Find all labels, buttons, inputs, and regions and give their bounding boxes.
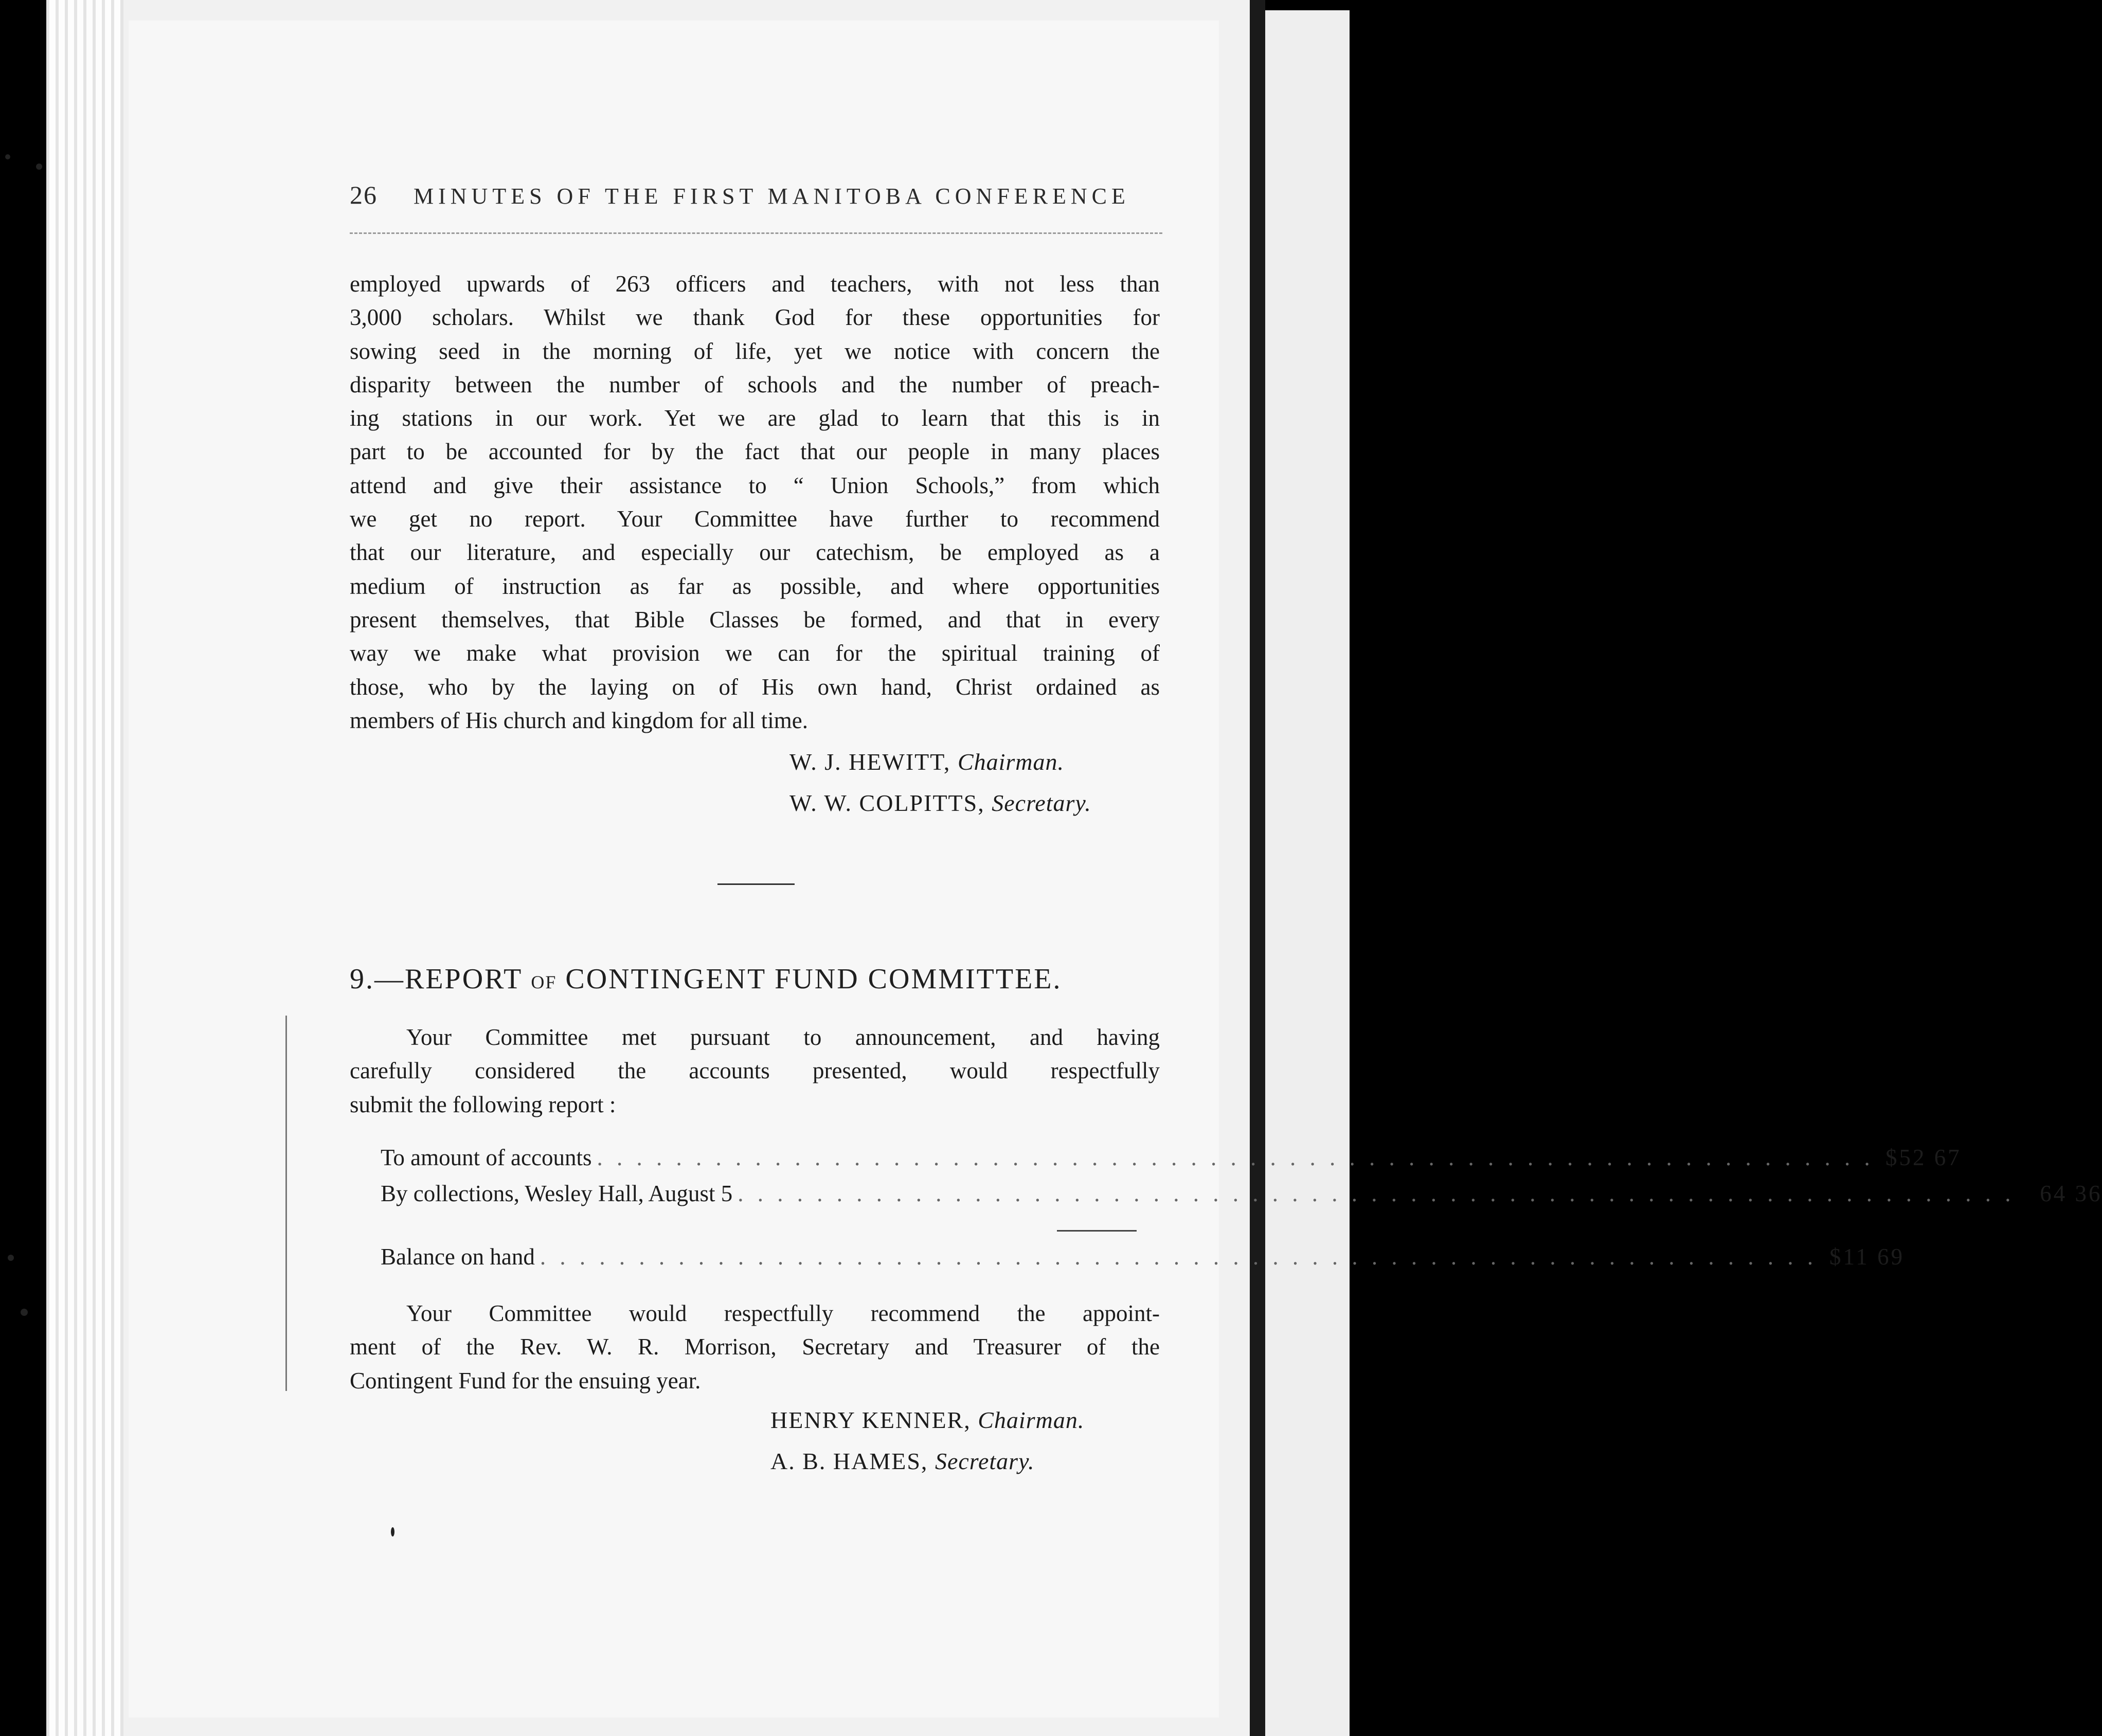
heading-of: OF [531, 972, 557, 992]
scan-speck [21, 1309, 28, 1316]
text-line: employed upwards of 263 officers and teachers, with not less than [350, 271, 1160, 297]
account-label: To amount of accounts [381, 1145, 592, 1170]
header-rule [350, 232, 1162, 234]
scan-speck [8, 1255, 14, 1261]
page-edges [46, 0, 123, 1736]
recommendation-text [350, 1297, 1160, 1398]
signature-role: Chairman. [978, 1407, 1085, 1433]
scan-speck [36, 164, 42, 170]
signature-secretary [789, 789, 1091, 817]
signature-secretary [770, 1448, 1034, 1475]
text-line: Contingent Fund for the ensuing year. [350, 1367, 701, 1394]
signature-chairman [770, 1406, 1084, 1434]
signature-role: Secretary. [992, 790, 1091, 816]
contingent-intro-text [350, 1021, 1160, 1122]
text-line: 3,000 scholars. Whilst we thank God for these opportunities for [350, 304, 1160, 331]
page-number: 26 [350, 180, 378, 209]
heading-title: CONTINGENT FUND COMMITTEE. [565, 963, 1062, 995]
section-heading [350, 963, 1062, 996]
sunday-school-report-text [350, 267, 1160, 737]
balance-amount: $11 69 [1829, 1244, 1905, 1270]
text-line: Your Committee met pursuant to announcement, and having [406, 1024, 1160, 1050]
text-line: those, who by the laying on of His own hand, Christ ordained as [350, 674, 1160, 700]
text-line: we get no report. Your Committee have further to recommend [350, 506, 1160, 532]
account-row [381, 1144, 1962, 1171]
leader-dots: . . . . . . . . . . . . . . . . . . . . . . . . . . . . . . . . . . . . . . . . . . . . . . . . . . . . . . . . . . . . . . . . . [597, 1145, 1874, 1170]
signature-role: Secretary. [935, 1448, 1035, 1474]
text-line: that our literature, and especially our catechism, be employed as a [350, 539, 1160, 566]
running-head [350, 180, 1162, 210]
text-line: sowing seed in the morning of life, yet we notice with concern the [350, 338, 1160, 364]
balance-label: Balance on hand [381, 1244, 535, 1270]
text-line: way we make what provision we can for the spiritual training of [350, 640, 1160, 666]
heading-number: 9.—REPORT [350, 963, 523, 995]
signature-role: Chairman. [957, 749, 1065, 775]
sum-rule [1057, 1230, 1137, 1232]
scan-speck [5, 154, 10, 159]
text-line: ing stations in our work. Yet we are glad to learn that this is in [350, 405, 1160, 431]
text-line: Your Committee would respectfully recommend the appoint- [406, 1300, 1160, 1326]
signature-name: HENRY KENNER, [770, 1407, 971, 1433]
section-divider [717, 883, 795, 885]
account-row [381, 1180, 2102, 1207]
account-amount: $52 67 [1885, 1145, 1962, 1170]
text-line: ment of the Rev. W. R. Morrison, Secretary and Treasurer of the [350, 1334, 1160, 1360]
signature-name: W. W. COLPITTS, [789, 790, 985, 816]
scan-speck [391, 1527, 394, 1536]
text-line: attend and give their assistance to “ Union Schools,” from which [350, 472, 1160, 498]
signature-name: A. B. HAMES, [770, 1448, 928, 1474]
text-line: disparity between the number of schools and the number of preach- [350, 371, 1160, 397]
margin-line [285, 1016, 287, 1391]
signature-chairman [789, 748, 1064, 775]
running-head-title: MINUTES OF THE FIRST MANITOBA CONFERENCE [414, 184, 1130, 209]
text-line: present themselves, that Bible Classes be formed, and that in every [350, 606, 1160, 632]
binding-shadow [1250, 0, 1265, 1736]
account-label: By collections, Wesley Hall, August 5 [381, 1181, 733, 1206]
leader-dots: . . . . . . . . . . . . . . . . . . . . . . . . . . . . . . . . . . . . . . . . . . . . . . . . . . . . . . . . . . . . . . . . . [540, 1244, 1818, 1270]
text-line: members of His church and kingdom for all time. [350, 707, 809, 733]
text-line: carefully considered the accounts presented, would respectfully [350, 1058, 1160, 1084]
leader-dots: . . . . . . . . . . . . . . . . . . . . . . . . . . . . . . . . . . . . . . . . . . . . . . . . . . . . . . . . . . . . . . . . . [738, 1181, 2015, 1206]
text-line: submit the following report : [350, 1091, 616, 1117]
text-line: part to be accounted for by the fact that our people in many places [350, 439, 1160, 465]
balance-row [381, 1243, 1905, 1270]
text-line: medium of instruction as far as possible, and where opportunities [350, 573, 1160, 599]
account-amount: 64 36 [2040, 1181, 2102, 1206]
signature-name: W. J. HEWITT, [789, 749, 951, 775]
facing-page-edge [1265, 10, 1350, 1736]
